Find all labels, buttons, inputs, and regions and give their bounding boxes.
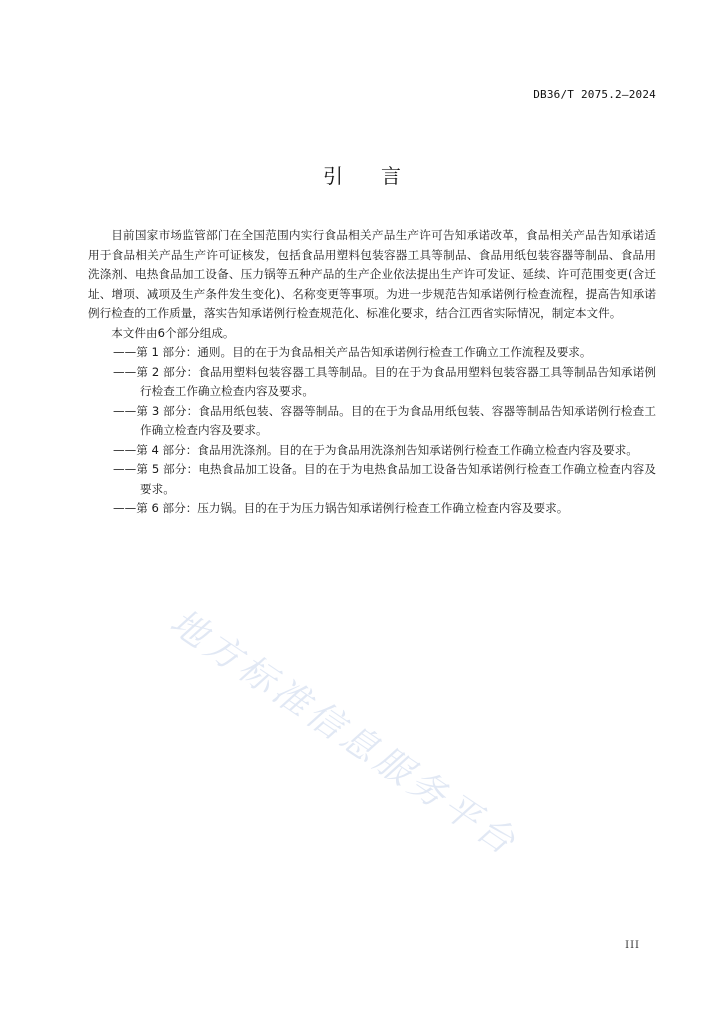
- watermark: 地方标准信息服务平台: [162, 601, 526, 865]
- part-item-5: ——第 5 部分：电热食品加工设备。目的在于为电热食品加工设备告知承诺例行检查工作确立检查内容及要求。: [113, 462, 656, 496]
- page-title: 引言: [323, 164, 439, 188]
- document-code: DB36/T 2075.2—2024: [533, 88, 656, 101]
- document-body: [88, 226, 656, 519]
- part-item-2: ——第 2 部分：食品用塑料包装容器工具等制品。目的在于为食品用塑料包装容器工具等制品告知承诺例行检查工作确立检查内容及要求。: [113, 364, 656, 398]
- composition-paragraph: 本文件由6个部分组成。: [111, 325, 235, 340]
- intro-paragraph: 目前国家市场监管部门在全国范围内实行食品相关产品生产许可告知承诺改革，食品相关产品告知承诺适用于食品相关产品生产许可证核发，包括食品用塑料包装容器工具等制品、食品用纸包装容器等制品、食品用洗涤剂、电热食品加工设备、压力锅等五种产品的生产企业依法提出生产许可发证、延续、许可范围变更(含迁址、增项、减项及生产条件发生变化)、名称变更等事项。为进一步规范告知承诺例行检查流程，提高告知承诺例行检查的工作质量，落实告知承诺例行检查规范化、标准化要求，结合江西省实际情况，制定本文件。: [88, 228, 656, 320]
- part-item-6: ——第 6 部分：压力锅。目的在于为压力锅告知承诺例行检查工作确立检查内容及要求。: [113, 501, 569, 515]
- part-item-1: ——第 1 部分：通则。目的在于为食品相关产品告知承诺例行检查工作确立工作流程及要求。: [113, 345, 592, 359]
- part-item-4: ——第 4 部分：食品用洗涤剂。目的在于为食品用洗涤剂告知承诺例行检查工作确立检查内容及要求。: [113, 442, 638, 457]
- parts-list: [88, 343, 656, 519]
- part-item-3: ——第 3 部分：食品用纸包装、容器等制品。目的在于为食品用纸包装、容器等制品告知承诺例行检查工作确立检查内容及要求。: [113, 403, 656, 437]
- page-number: III: [625, 940, 640, 951]
